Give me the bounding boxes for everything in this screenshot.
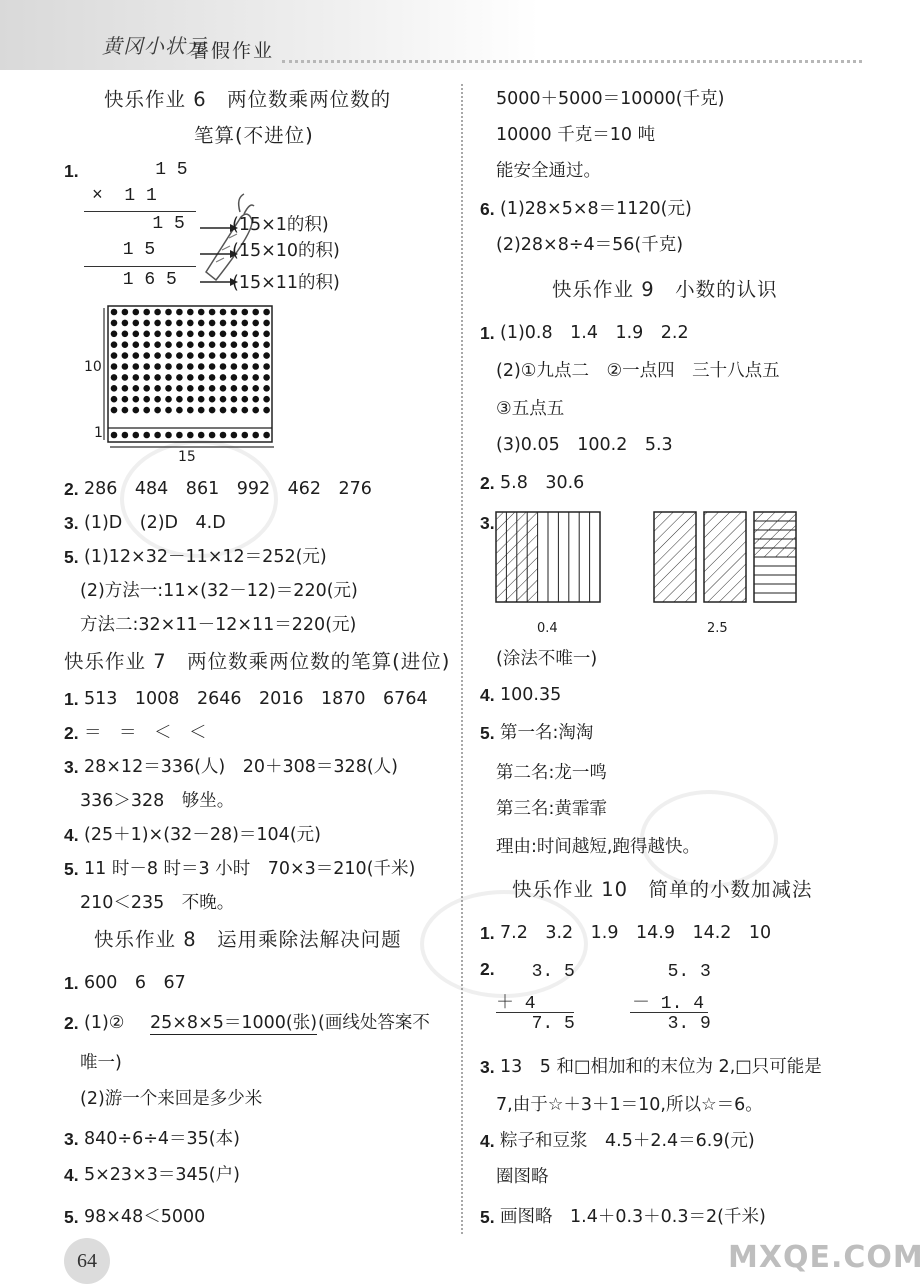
add-rule [496,1012,574,1013]
answer-text: 13 5 和□相加和的末位为 2,□只可能是 [500,1057,822,1077]
question-number: 5. [480,723,495,743]
dot [165,320,172,327]
dot [143,320,150,327]
answer-text: 5000＋5000＝10000(千克) [496,89,725,109]
dot [122,396,129,403]
dot [242,352,249,359]
dot [231,309,238,316]
dot [252,374,259,381]
question-number: 1. [64,689,79,709]
dot [220,331,227,338]
answer-text: 98×48＜5000 [84,1207,206,1227]
dot [231,363,238,370]
dot [209,407,216,414]
dot [220,374,227,381]
dot [154,352,161,359]
vm-note-1: (15×1的积) [232,215,329,235]
dot [176,341,183,348]
dot [165,363,172,370]
question-number: 3. [480,513,495,533]
dot [220,363,227,370]
whole-square-1 [654,512,696,602]
question-number: 5. [480,1207,495,1227]
answer-text: 5×23×3＝345(户) [84,1165,240,1185]
answer-text: 第三名:黄霏霏 [496,799,607,819]
answer-text: 第二名:龙一鸣 [496,763,607,783]
dot [165,331,172,338]
dot [176,309,183,316]
dot [165,341,172,348]
dot [220,352,227,359]
answer-text: 7,由于☆＋3＋1＝10,所以☆＝6。 [496,1095,763,1115]
vm-rule [84,211,196,212]
dot [165,374,172,381]
dot [133,396,140,403]
dot [111,407,118,414]
dot [154,407,161,414]
dot [220,385,227,392]
add-row-2: ＋ 4 [496,994,536,1014]
question-number: 4. [64,1165,79,1185]
dot [252,320,259,327]
dot [220,320,227,327]
question-number: 4. [480,1131,495,1151]
dot [122,320,129,327]
vm-row-partial-2: 1 5 [112,240,156,260]
dot [133,432,140,439]
dot [263,407,270,414]
dot [209,331,216,338]
dot [198,341,205,348]
dot [133,331,140,338]
dot-array-frame [108,306,272,442]
answer-text: (2)①九点二 ②一点四 三十八点五 [496,361,780,381]
sub-rule [630,1012,708,1013]
vm-note-3: (15×11的积) [232,273,340,293]
dot [133,341,140,348]
dot [176,407,183,414]
dot [176,432,183,439]
dot [176,331,183,338]
dot [143,331,150,338]
dot [154,374,161,381]
dot-grid [111,309,270,439]
question-number: 1. [64,161,79,181]
question-number: 3. [64,757,79,777]
dot-label-one: 1 [94,425,103,441]
answer-text: 理由:时间越短,跑得越快。 [496,837,700,857]
dot [133,374,140,381]
dot [143,341,150,348]
dot [231,407,238,414]
answer-text: 10000 千克＝10 吨 [496,125,656,145]
section-9-title: 快乐作业 9 小数的认识 [552,278,778,301]
dot [220,341,227,348]
dot [111,341,118,348]
answer-text: 画图略 1.4＋0.3＋0.3＝2(千米) [500,1207,766,1227]
dot [252,341,259,348]
dot [176,374,183,381]
dot [154,341,161,348]
question-number: 3. [480,1057,495,1077]
answer-text: 11 时－8 时＝3 小时 70×3＝210(千米) [84,859,416,879]
dot [231,396,238,403]
sub-row-1: 5. 3 [646,962,711,982]
answer-text: (1)0.8 1.4 1.9 2.2 [500,323,689,343]
dot [220,432,227,439]
question-number: 6. [480,199,495,219]
dot [209,352,216,359]
dot [154,385,161,392]
dot [165,309,172,316]
dot [176,396,183,403]
answer-text: 210＜235 不晚。 [80,893,235,913]
question-number: 2. [64,723,79,743]
dot [198,385,205,392]
question-number: 4. [64,825,79,845]
dot [242,309,249,316]
dot-label-fifteen: 15 [178,449,196,465]
dot [231,374,238,381]
dot [209,363,216,370]
dot [263,396,270,403]
dot [209,374,216,381]
answer-text: (2)28×8÷4＝56(千克) [496,235,684,255]
dot [187,331,194,338]
figure-label-b: 2.5 [707,621,728,636]
dot [143,352,150,359]
dot [143,363,150,370]
answer-text: 能安全通过。 [496,161,601,181]
dot-array-figure [78,300,278,470]
dot [242,432,249,439]
dot [263,363,270,370]
dot [187,309,194,316]
answer-text: 粽子和豆浆 4.5＋2.4＝6.9(元) [500,1131,755,1151]
dot [187,374,194,381]
dot [198,363,205,370]
question-number: 4. [480,685,495,705]
dot [198,331,205,338]
dot [242,363,249,370]
question-number: 2. [480,473,495,493]
dot [209,385,216,392]
dot [165,432,172,439]
dot [242,341,249,348]
dot [242,396,249,403]
column-divider [461,84,463,1234]
dot [176,320,183,327]
add-row-3: 7. 5 [510,1014,575,1034]
dot [263,341,270,348]
dot [133,309,140,316]
question-number: 2. [64,479,79,499]
question-number: 5. [64,547,79,567]
underlined-answer: 25×8×5＝1000(张) [150,1013,318,1033]
dot [242,385,249,392]
dot [242,320,249,327]
question-number: 5. [64,1207,79,1227]
brand-logo: 黄冈小状元 [102,34,207,58]
question-number: 2. [64,1013,79,1033]
dot [263,432,270,439]
dot [220,309,227,316]
dot [231,341,238,348]
question-number: 2. [480,959,495,979]
answer-text: ＝ ＝ ＜ ＜ [84,723,207,743]
dot [154,396,161,403]
section-10-title: 快乐作业 10 简单的小数加减法 [512,878,813,901]
dot [111,374,118,381]
vm-row-partial-1: 1 5 [120,214,185,234]
dot [154,320,161,327]
dot [122,341,129,348]
dot [111,352,118,359]
vm-note-2: (15×10的积) [232,241,340,261]
vm-rule [84,266,196,267]
question-number: 1. [64,973,79,993]
answer-text: 286 484 861 992 462 276 [84,479,372,499]
dot [187,407,194,414]
dot [231,331,238,338]
answer-text: 7.2 3.2 1.9 14.9 14.2 10 [500,923,772,943]
dot [143,385,150,392]
dot [154,363,161,370]
dot [252,385,259,392]
dot [242,331,249,338]
vm-row-multiplier: × 1 1 [92,186,157,206]
sub-row-3: 3. 9 [646,1014,711,1034]
dot [176,385,183,392]
dot [209,309,216,316]
dot [209,432,216,439]
dot [198,309,205,316]
dot [231,432,238,439]
dot [252,309,259,316]
dot [122,374,129,381]
section-7-title: 快乐作业 7 两位数乘两位数的笔算(进位) [64,650,451,673]
dot [198,432,205,439]
dot [133,385,140,392]
dot [122,331,129,338]
dot [231,385,238,392]
answer-text: 5.8 30.6 [500,473,585,493]
dot [133,320,140,327]
dot [176,352,183,359]
question-number: 1. [480,923,495,943]
dot [198,407,205,414]
half-shaded [754,512,796,557]
dot-label-ten: 10 [84,359,102,375]
dot [154,309,161,316]
dot [263,331,270,338]
dot [252,331,259,338]
section-6-subtitle: 笔算(不进位) [194,124,314,147]
dot [122,432,129,439]
answer-text: (1)28×5×8＝1120(元) [500,199,692,219]
answer-text: 840÷6÷4＝35(本) [84,1129,240,1149]
dot [176,363,183,370]
header-dotted-rule [282,60,862,63]
watermark: MXQE.COM [728,1240,924,1275]
dot [231,352,238,359]
answer-text: 513 1008 2646 2016 1870 6764 [84,689,428,709]
dot [220,407,227,414]
dot [187,363,194,370]
dot [187,385,194,392]
dot [165,396,172,403]
dot [154,331,161,338]
dot [252,407,259,414]
dot [252,363,259,370]
dot [111,320,118,327]
dot [263,309,270,316]
dot [133,363,140,370]
dot [198,320,205,327]
answer-text: (1)② [84,1013,142,1033]
question-number: 3. [64,513,79,533]
question-number: 3. [64,1129,79,1149]
answer-text: 第一名:淘淘 [500,723,594,743]
answer-note: (画线处答案不 [318,1013,430,1033]
whole-square-2 [704,512,746,602]
answer-text: 方法二:32×11－12×11＝220(元) [80,615,357,635]
vm-row-multiplicand: 1 5 [112,160,188,180]
dot [165,385,172,392]
dot [263,352,270,359]
dot [111,331,118,338]
question-number: 1. [480,323,495,343]
dot [122,385,129,392]
decimal-shading-figure [494,510,814,606]
answer-text: 100.35 [500,685,562,705]
dot [263,320,270,327]
answer-text: 336＞328 够坐。 [80,791,235,811]
dot [252,396,259,403]
header-title: 暑假作业 [190,40,275,62]
section-8-title: 快乐作业 8 运用乘除法解决问题 [94,928,402,951]
dot [165,407,172,414]
section-6-title: 快乐作业 6 两位数乘两位数的 [104,88,392,111]
answer-text: (1)D (2)D 4.D [84,513,226,533]
page-number: 64 [64,1238,110,1284]
dot [252,352,259,359]
dot [122,309,129,316]
dot [209,341,216,348]
dot [143,374,150,381]
dot [220,396,227,403]
sub-row-2: － 1. 4 [632,994,705,1014]
dot [111,396,118,403]
dot [198,396,205,403]
dot [263,374,270,381]
dot [111,432,118,439]
dot [187,352,194,359]
answer-text: 圈图略 [496,1167,549,1187]
dot [198,374,205,381]
dot [263,385,270,392]
dot [252,432,259,439]
dot [111,385,118,392]
dot [187,341,194,348]
dot [143,407,150,414]
dot [187,432,194,439]
dot [198,352,205,359]
answer-text: ③五点五 [496,399,565,419]
answer-text: (涂法不唯一) [496,649,598,669]
answer-text: (1)12×32－11×12＝252(元) [84,547,327,567]
answer-text: 28×12＝336(人) 20＋308＝328(人) [84,757,398,777]
add-row-1: 3. 5 [510,962,575,982]
dot [209,320,216,327]
dot [122,352,129,359]
answer-text: 唯一) [80,1053,122,1073]
answer-text: (25＋1)×(32－28)＝104(元) [84,825,321,845]
dot [242,407,249,414]
dot [111,309,118,316]
dot [165,352,172,359]
answer-text: (2)游一个来回是多少米 [80,1089,263,1109]
dot [231,320,238,327]
answer-text: (2)方法一:11×(32－12)＝220(元) [80,581,358,601]
answer-text: (3)0.05 100.2 5.3 [496,435,673,455]
dot [143,432,150,439]
dot [187,320,194,327]
figure-label-a: 0.4 [537,621,558,636]
dot [111,363,118,370]
dot [242,374,249,381]
question-number: 5. [64,859,79,879]
dot [187,396,194,403]
answer-text: 600 6 67 [84,973,186,993]
dot [154,432,161,439]
dot [133,352,140,359]
vm-row-product: 1 6 5 [112,270,177,290]
dot [209,396,216,403]
dot [143,309,150,316]
dot [143,396,150,403]
dot [133,407,140,414]
dot [122,363,129,370]
dot [122,407,129,414]
